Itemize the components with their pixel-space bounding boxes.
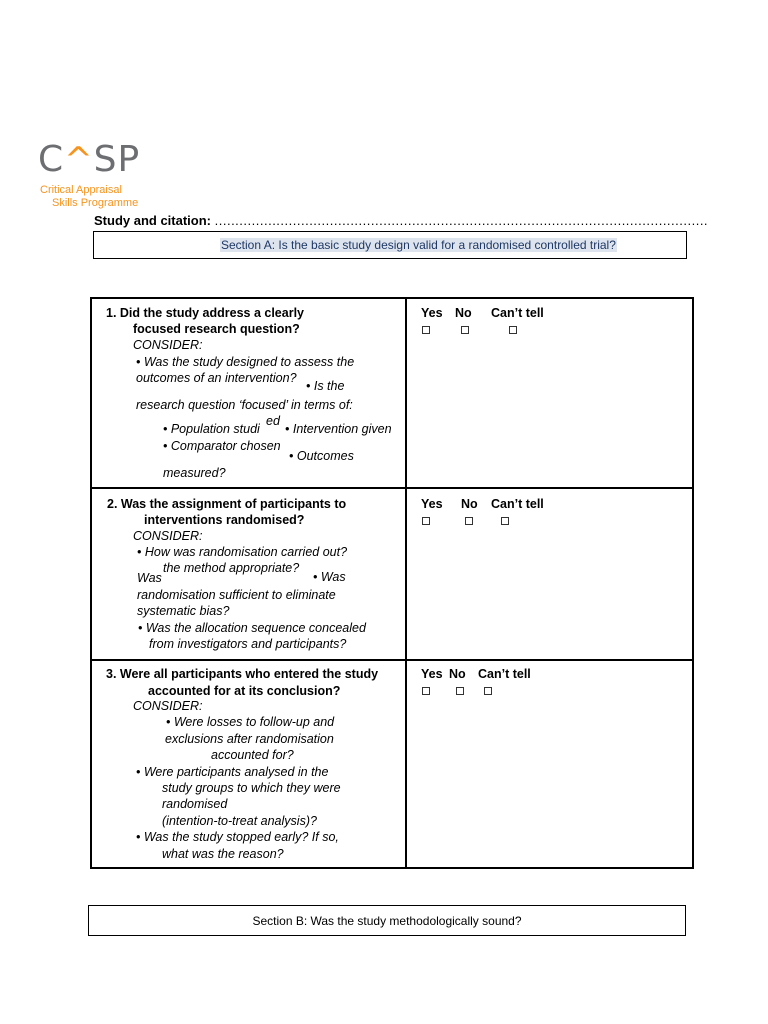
q3-yes-checkbox[interactable] bbox=[422, 687, 430, 695]
table-border-left bbox=[90, 297, 92, 869]
q3-title-line2: accounted for at its conclusion? bbox=[148, 684, 341, 698]
q1-cant-tell-checkbox[interactable] bbox=[509, 326, 517, 334]
q2-consider-text: • Was bbox=[313, 570, 346, 584]
q2-title-line1: 2. Was the assignment of participants to bbox=[107, 497, 347, 511]
q3-consider-text: accounted for? bbox=[211, 748, 294, 762]
q2-yes-checkbox[interactable] bbox=[422, 517, 430, 525]
q1-consider-text: research question ‘focused’ in terms of: bbox=[136, 398, 353, 412]
q1-consider-text: • Was the study designed to assess the bbox=[136, 355, 355, 369]
q3-consider-text: study groups to which they were bbox=[162, 781, 341, 795]
q2-consider-text: • How was randomisation carried out? bbox=[137, 545, 348, 559]
q2-consider: CONSIDER: bbox=[133, 529, 203, 543]
q3-consider-text: randomised bbox=[162, 797, 228, 811]
study-citation-field[interactable] bbox=[94, 213, 708, 228]
logo-mark-accent: ^ bbox=[64, 140, 94, 180]
q2-yes-label: Yes bbox=[421, 497, 443, 511]
q2-no-checkbox[interactable] bbox=[465, 517, 473, 525]
q3-consider: CONSIDER: bbox=[133, 699, 203, 713]
q3-no-label: No bbox=[449, 667, 466, 681]
study-citation-dots: ........................................................................................................................ bbox=[214, 213, 709, 228]
q2-no-label: No bbox=[461, 497, 478, 511]
table-row-divider bbox=[90, 487, 694, 489]
q1-consider-text: • Outcomes bbox=[289, 449, 354, 463]
table-border-bottom bbox=[90, 867, 694, 869]
logo-mark bbox=[38, 139, 141, 180]
q3-no-checkbox[interactable] bbox=[456, 687, 464, 695]
q2-consider-text: systematic bias? bbox=[137, 604, 230, 618]
q1-consider-text: measured? bbox=[163, 466, 226, 480]
q2-title-line2: interventions randomised? bbox=[144, 513, 305, 527]
q2-consider-text: randomisation sufficient to eliminate bbox=[137, 588, 336, 602]
q2-cant-tell-checkbox[interactable] bbox=[501, 517, 509, 525]
logo-subtitle-line1: Critical Appraisal bbox=[40, 184, 122, 196]
q1-title-line1: 1. Did the study address a clearly bbox=[106, 306, 304, 320]
q3-consider-text: • Were losses to follow-up and bbox=[166, 715, 335, 729]
q1-consider: CONSIDER: bbox=[133, 338, 203, 352]
q3-consider-text: exclusions after randomisation bbox=[165, 732, 334, 746]
table-row-divider bbox=[90, 659, 694, 661]
q1-yes-checkbox[interactable] bbox=[422, 326, 430, 334]
logo-subtitle-line2: Skills Programme bbox=[52, 197, 139, 209]
section-a-header bbox=[93, 231, 687, 259]
q3-title-line1: 3. Were all participants who entered the study bbox=[106, 667, 379, 681]
q2-consider-text: the method appropriate? bbox=[163, 561, 300, 575]
section-a-title: Section A: Is the basic study design valid for a randomised controlled trial? bbox=[221, 238, 616, 252]
q1-consider-text: • Comparator chosen bbox=[163, 439, 281, 453]
q3-consider-text: • Were participants analysed in the bbox=[136, 765, 329, 779]
q1-cant-tell-label: Can’t tell bbox=[491, 306, 544, 320]
table-border-top bbox=[90, 297, 694, 299]
q1-yes-label: Yes bbox=[421, 306, 443, 320]
q1-consider-text: ed bbox=[266, 414, 280, 428]
q2-consider-text: Was bbox=[137, 571, 162, 585]
q1-no-checkbox[interactable] bbox=[461, 326, 469, 334]
q2-consider-text: • Was the allocation sequence concealed bbox=[138, 621, 366, 635]
q1-consider-text: • Is the bbox=[306, 379, 345, 393]
q1-consider-text: outcomes of an intervention? bbox=[136, 371, 297, 385]
study-citation-label: Study and citation: bbox=[94, 213, 211, 228]
section-b-header bbox=[88, 905, 686, 936]
q3-cant-tell-checkbox[interactable] bbox=[484, 687, 492, 695]
logo-mark-c: C bbox=[38, 139, 65, 180]
logo-mark-sp: SP bbox=[93, 139, 141, 180]
table-border-right bbox=[692, 297, 694, 869]
q3-consider-text: what was the reason? bbox=[162, 847, 284, 861]
section-b-title: Section B: Was the study methodologically sound? bbox=[252, 914, 522, 928]
q1-title-line2: focused research question? bbox=[133, 322, 300, 336]
q2-consider-text: from investigators and participants? bbox=[149, 637, 347, 651]
q2-cant-tell-label: Can’t tell bbox=[491, 497, 544, 511]
table-column-divider bbox=[405, 297, 407, 869]
q1-no-label: No bbox=[455, 306, 472, 320]
q3-consider-text: • Was the study stopped early? If so, bbox=[136, 830, 339, 844]
q3-consider-text: (intention-to-treat analysis)? bbox=[162, 814, 317, 828]
q1-consider-text: • Intervention given bbox=[285, 422, 392, 436]
q3-yes-label: Yes bbox=[421, 667, 443, 681]
q3-cant-tell-label: Can’t tell bbox=[478, 667, 531, 681]
q1-consider-text: • Population studi bbox=[163, 422, 260, 436]
